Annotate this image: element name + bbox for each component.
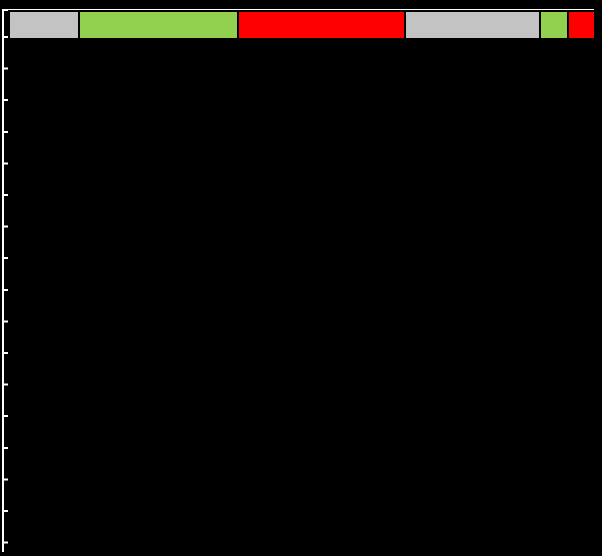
away-total-score: [569, 12, 594, 38]
spiele-column-header: [10, 12, 78, 38]
away-team-header: [239, 12, 404, 38]
saetze-column-header: [406, 12, 539, 38]
home-total-score: [541, 12, 567, 38]
home-team-header: [80, 12, 237, 38]
match-results-table: [8, 10, 596, 546]
